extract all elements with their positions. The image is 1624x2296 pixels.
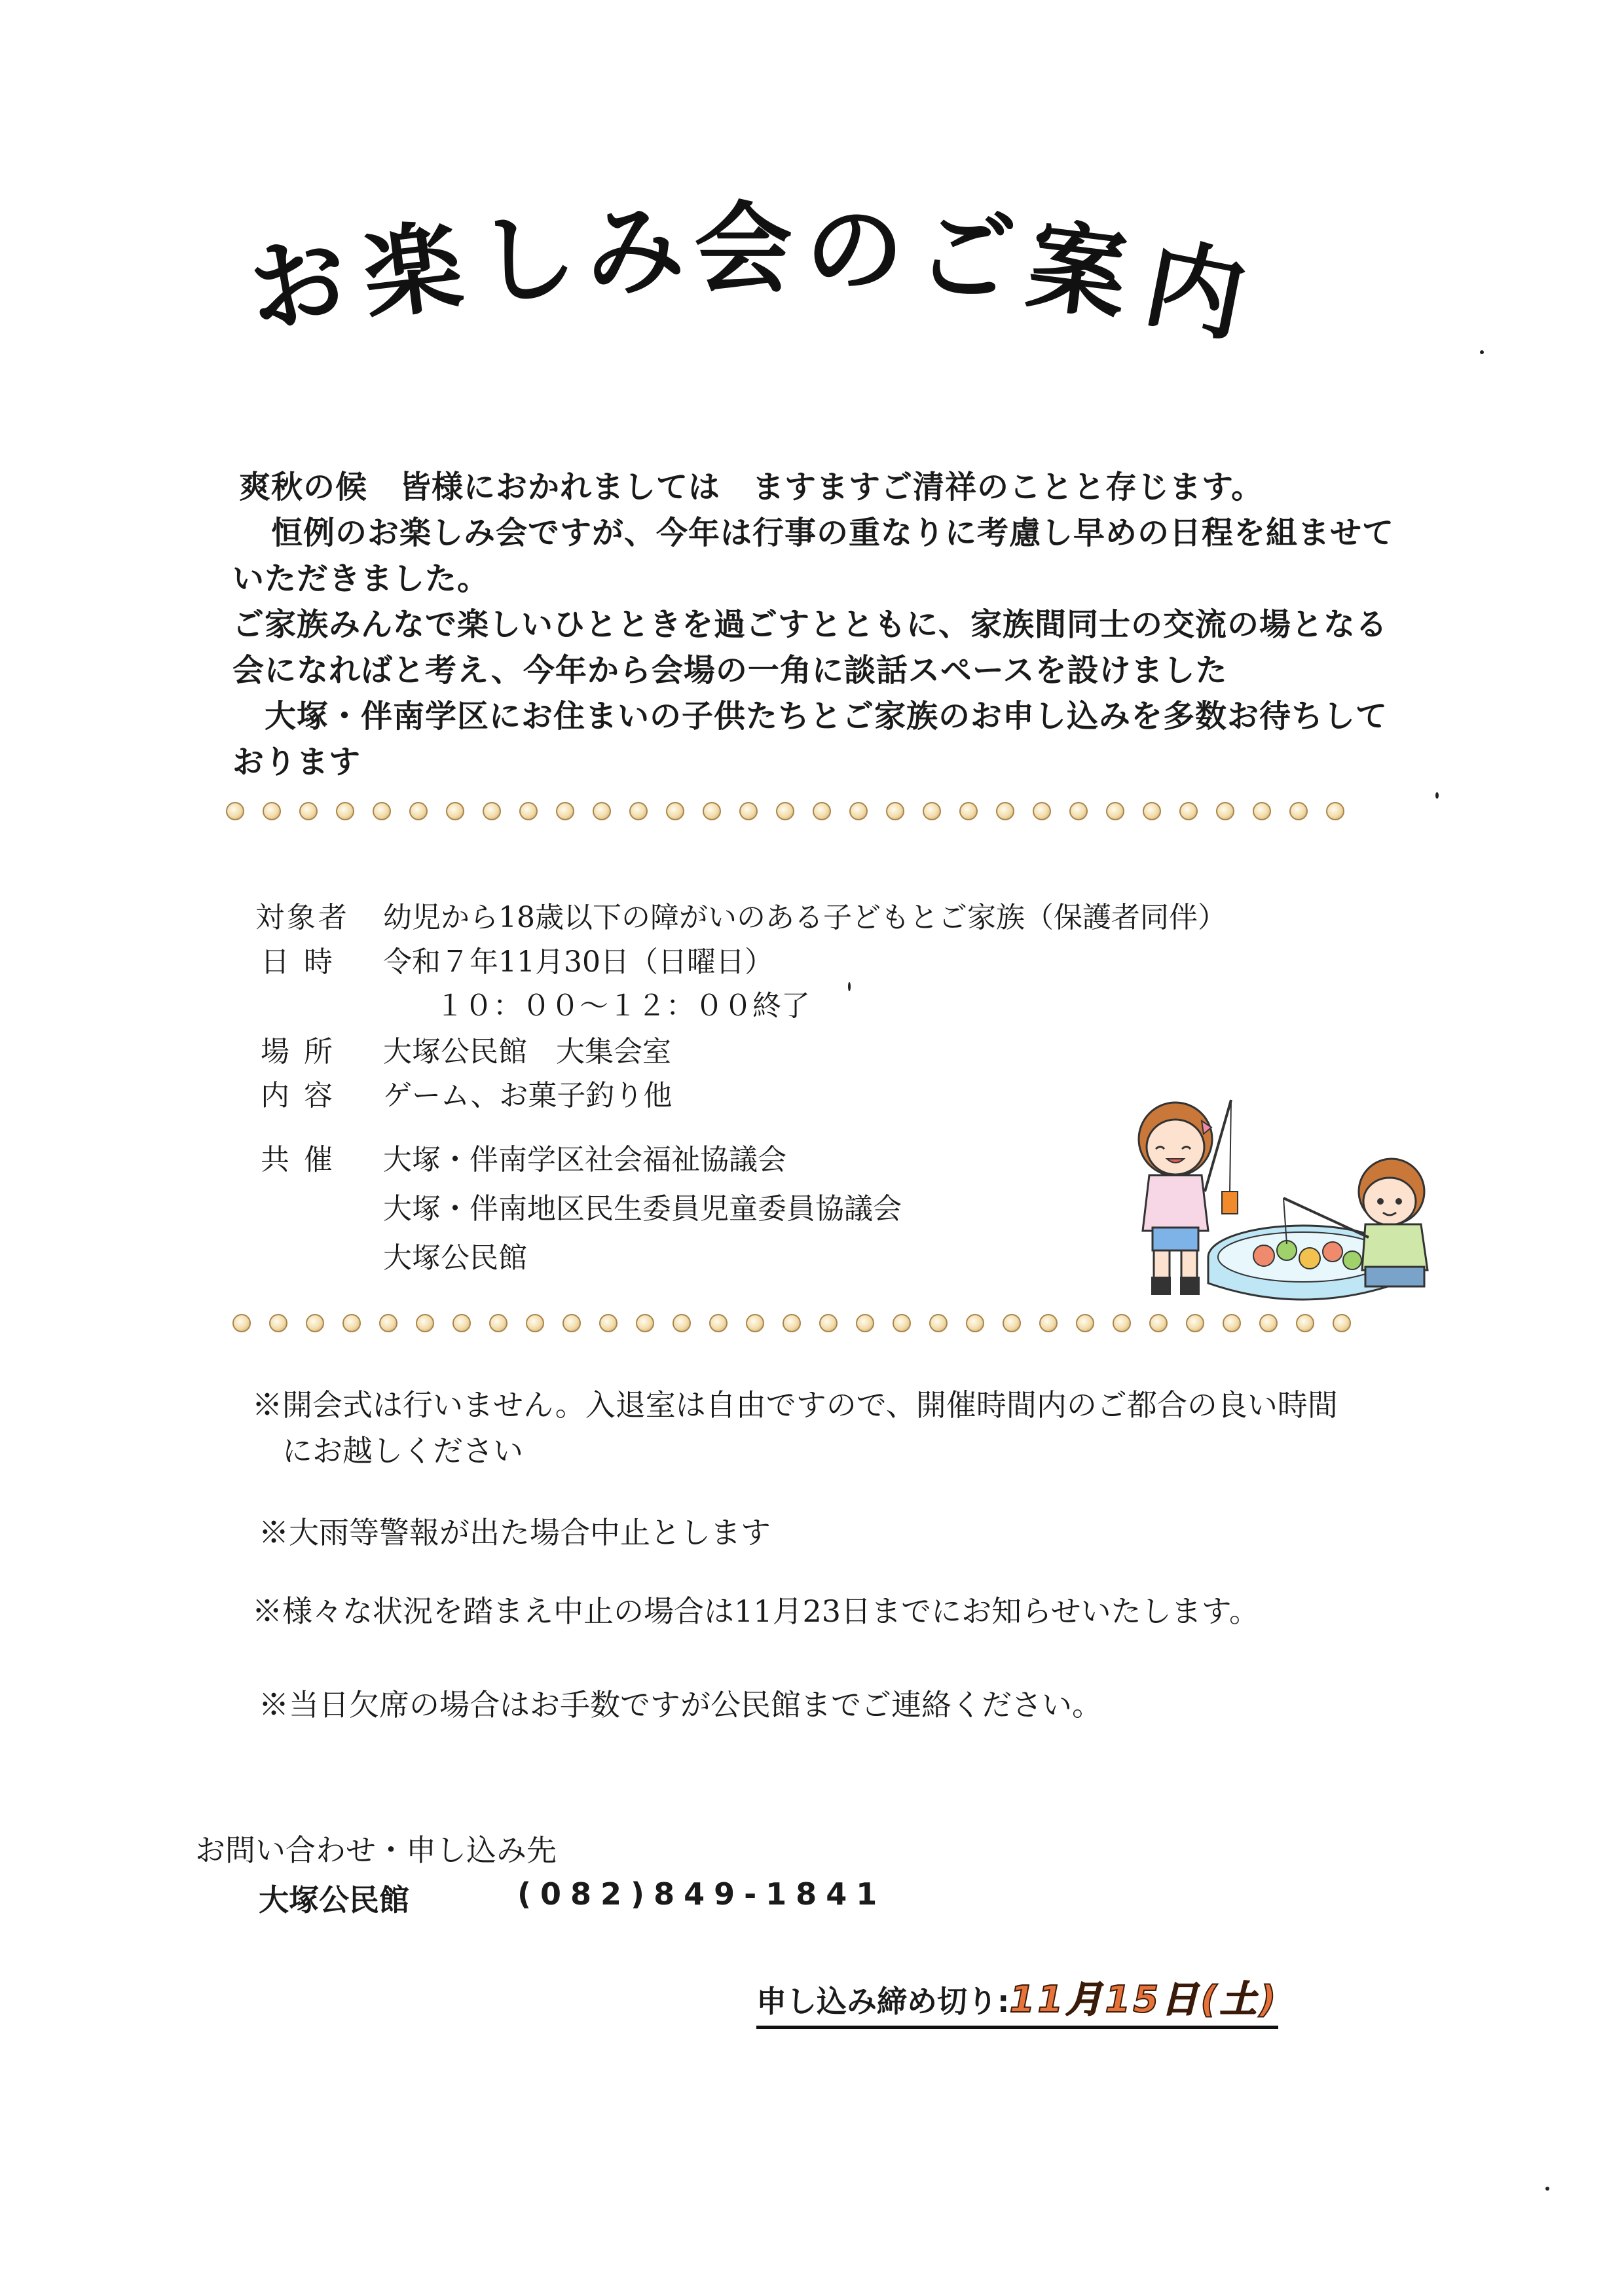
bead-dot [232, 1314, 251, 1332]
bead-dot [1259, 1314, 1278, 1332]
scan-speck [1480, 350, 1484, 354]
bead-dot [929, 1314, 948, 1332]
content-label: 内 容 [261, 1079, 335, 1112]
title-char: 案 [1021, 209, 1134, 335]
bead-dot [709, 1314, 728, 1332]
bead-dot [959, 802, 978, 820]
bead-dot [673, 1314, 691, 1332]
bead-dot [556, 802, 574, 820]
bead-dot [1326, 802, 1344, 820]
target-label: 対象者 [255, 901, 350, 934]
content-value: ゲーム、お菓子釣り他 [383, 1079, 673, 1112]
bead-dot [373, 802, 391, 820]
note-line: にお越しください [252, 1433, 523, 1468]
intro-line: おります [232, 744, 361, 780]
bead-dot [452, 1314, 471, 1332]
intro-line: 爽秋の候 皆様におかれましては ますますご清祥のことと存じます。 [239, 469, 1264, 505]
bead-dot [703, 802, 721, 820]
bead-divider-top [226, 802, 1326, 828]
bead-dot [446, 802, 464, 820]
intro-line: ご家族みんなで楽しいひとときを過ごすとともに、家族間同士の交流の場となる [232, 606, 1388, 643]
bead-dot [526, 1314, 544, 1332]
bead-dot [1069, 802, 1088, 820]
title-char: 会 [694, 192, 793, 306]
bead-dot [776, 802, 794, 820]
title-char: の [803, 192, 906, 310]
bead-dot [1076, 1314, 1094, 1332]
title-char: 楽 [356, 209, 469, 335]
bead-dot [849, 802, 868, 820]
page-title [240, 192, 1316, 393]
deadline-date: 11月15日(土) [1009, 1978, 1279, 2021]
place-label: 場 所 [261, 1035, 335, 1068]
bead-dot [416, 1314, 434, 1332]
title-char: み [584, 193, 687, 311]
bead-dot [629, 802, 648, 820]
organizer-item: 大塚・伴南学区社会福祉協議会 [383, 1143, 786, 1176]
note-line: ※開会式は行いません。入退室は自由ですので、開催時間内のご都合の良い時間 [252, 1387, 1338, 1423]
intro-line: 会になればと考え、今年から会場の一角に談話スペースを設けました [232, 652, 1228, 689]
bead-dot [1033, 802, 1051, 820]
bead-dot [1253, 802, 1271, 820]
organizer-item: 大塚・伴南地区民生委員児童委員協議会 [383, 1192, 902, 1226]
bead-dot [966, 1314, 984, 1332]
bead-dot [819, 1314, 838, 1332]
children-fishing-illustration-icon [1087, 1093, 1454, 1303]
bead-dot [1223, 1314, 1241, 1332]
title-char: お [240, 220, 356, 350]
bead-dot [563, 1314, 581, 1332]
bead-dot [1186, 1314, 1204, 1332]
bead-dot [746, 1314, 764, 1332]
bead-dot [856, 1314, 874, 1332]
datetime-label: 日 時 [261, 945, 335, 979]
datetime-date: 令和７年11月30日（日曜日） [383, 945, 773, 979]
bead-dot [996, 802, 1014, 820]
deadline [756, 1971, 1278, 2029]
intro-line: 恒例のお楽しみ会ですが、今年は行事の重なりに考慮し早めの日程を組ませて [239, 515, 1395, 551]
bead-dot [893, 1314, 911, 1332]
contact-heading: お問い合わせ・申し込み先 [195, 1832, 557, 1868]
note-line: ※大雨等警報が出た場合中止とします [259, 1515, 771, 1550]
bead-dot [1333, 1314, 1351, 1332]
bead-dot [299, 802, 318, 820]
bead-dot [636, 1314, 654, 1332]
bead-dot [923, 802, 941, 820]
bead-dot [1216, 802, 1234, 820]
title-char: し [474, 199, 580, 321]
scan-speck [848, 982, 851, 991]
title-char: 内 [1135, 226, 1255, 357]
bead-dot [1039, 1314, 1058, 1332]
organizers-label: 共 催 [261, 1143, 335, 1176]
bead-dot [519, 802, 538, 820]
title-char: ご [913, 196, 1019, 318]
bead-dot [379, 1314, 397, 1332]
bead-dot [1143, 802, 1161, 820]
bead-dot [1289, 802, 1308, 820]
bead-dot [666, 802, 684, 820]
contact-name: 大塚公民館 [259, 1882, 409, 1918]
bead-dot [813, 802, 831, 820]
intro-line: 大塚・伴南学区にお住まいの子供たちとご家族のお申し込みを多数お待ちして [232, 698, 1388, 735]
bead-dot [269, 1314, 287, 1332]
bead-dot [306, 1314, 324, 1332]
bead-dot [1149, 1314, 1168, 1332]
bead-dot [483, 802, 501, 820]
bead-dot [739, 802, 758, 820]
deadline-label: 申し込み締め切り: [756, 1984, 1010, 2019]
bead-dot [1113, 1314, 1131, 1332]
bead-divider-bottom [232, 1314, 1333, 1340]
bead-dot [489, 1314, 507, 1332]
contact-phone: (082)849‐1841 [517, 1876, 887, 1912]
note-line: ※様々な状況を踏まえ中止の場合は11月23日までにお知らせいたします。 [252, 1594, 1260, 1629]
bead-dot [1003, 1314, 1021, 1332]
place-value: 大塚公民館 大集会室 [383, 1035, 671, 1068]
target-value: 幼児から18歳以下の障がいのある子どもとご家族（保護者同伴） [383, 901, 1227, 934]
bead-dot [409, 802, 428, 820]
datetime-time: １０：００～１２：００終了 [435, 989, 810, 1023]
intro-line: いただきました。 [232, 560, 490, 597]
organizer-item: 大塚公民館 [383, 1241, 527, 1275]
scan-speck [1435, 792, 1439, 799]
bead-dot [226, 802, 244, 820]
bead-dot [1296, 1314, 1314, 1332]
bead-dot [783, 1314, 801, 1332]
bead-dot [599, 1314, 618, 1332]
bead-dot [342, 1314, 361, 1332]
bead-dot [1179, 802, 1198, 820]
bead-dot [1106, 802, 1124, 820]
bead-dot [336, 802, 354, 820]
scan-speck [1545, 2187, 1549, 2191]
bead-dot [886, 802, 904, 820]
bead-dot [593, 802, 611, 820]
bead-dot [263, 802, 281, 820]
note-line: ※当日欠席の場合はお手数ですが公民館までご連絡ください。 [259, 1687, 1102, 1722]
